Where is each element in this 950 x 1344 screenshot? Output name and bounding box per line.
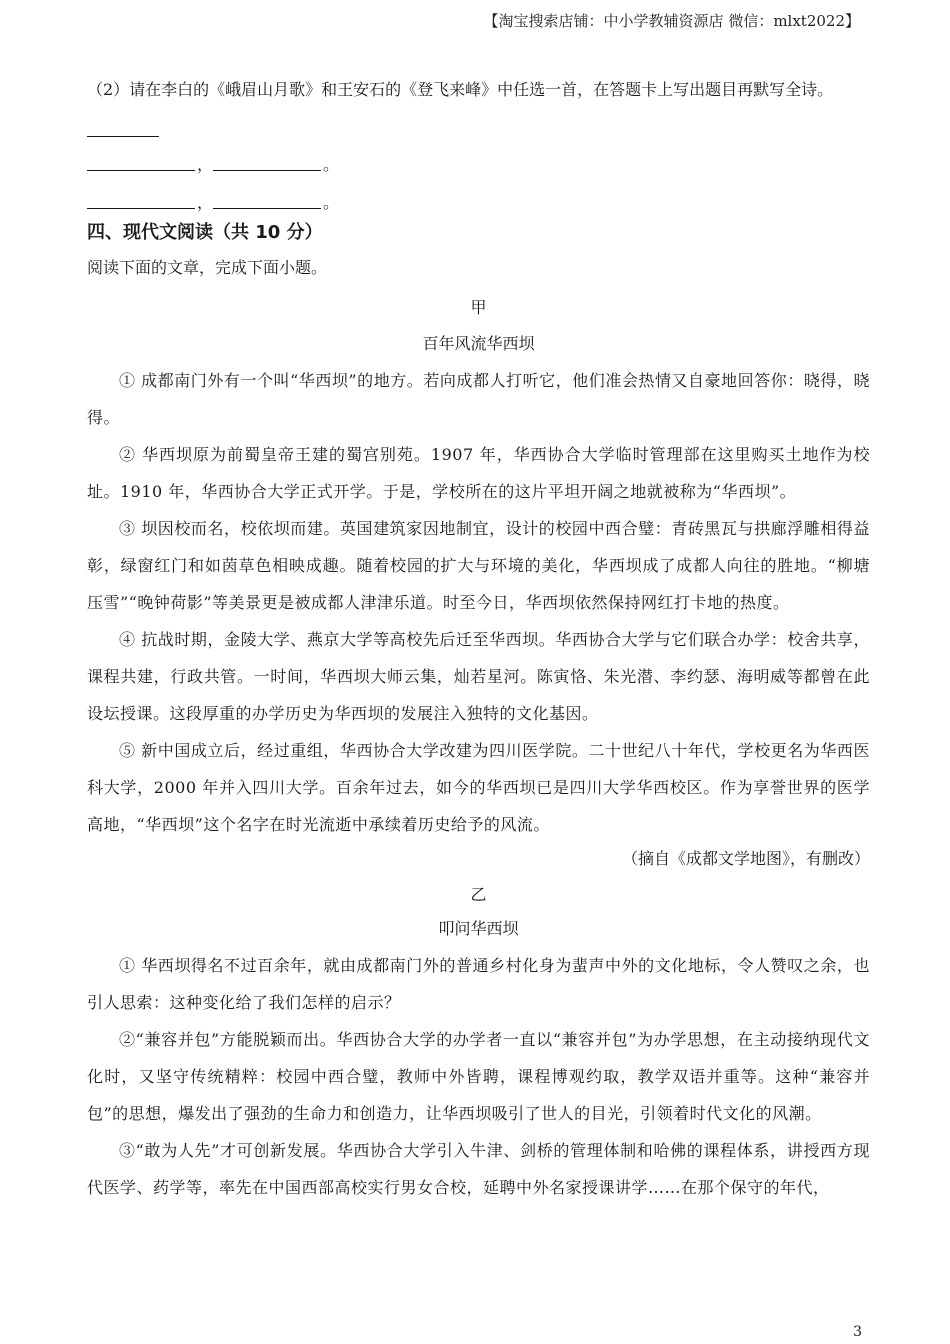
paragraph: ② 华西坝原为前蜀皇帝王建的蜀宫别苑。1907 年，华西协合大学临时管理部在这里购买土地作为校址。1910 年，华西协合大学正式开学。于是，学校所在的这片平坦开阔之地就被称为“华西坝”。 [87, 445, 870, 501]
page-number: 3 [853, 1324, 862, 1340]
paragraph: ⑤ 新中国成立后，经过重组，华西协合大学改建为四川医学院。二十世纪八十年代，学校更名为华西医科大学，2000 年并入四川大学。百余年过去，如今的华西坝已是四川大学华西校区。作为享誉世界的医学高地，“华西坝”这个名字在时光流逝中承续着历史给予的风流。 [87, 741, 870, 834]
article-b-title: 叩问华西坝 [438, 919, 519, 938]
article-a-label: 甲 [470, 298, 487, 317]
article-a-body [87, 362, 870, 843]
period: 。 [323, 193, 340, 212]
answer-line-title [87, 102, 870, 140]
paragraph: ④ 抗战时期，金陵大学、燕京大学等高校先后迁至华西坝。华西协合大学与它们联合办学：校舍共享，课程共建，行政共管。一时间，华西坝大师云集，灿若星河。陈寅恪、朱光潜、李约瑟、海明威等都曾在此设坛授课。这段厚重的办学历史为华西坝的发展注入独特的文化基因。 [87, 630, 870, 723]
document-body [87, 78, 870, 1206]
period: 。 [323, 155, 340, 174]
answer-line-1 [87, 140, 870, 178]
answer-line-2 [87, 178, 870, 216]
paragraph: ① 成都南门外有一个叫“华西坝”的地方。若向成都人打听它，他们准会热情又自豪地回答你：晓得，晓得。 [87, 371, 870, 427]
comma: ， [197, 155, 214, 174]
article-a-title: 百年风流华西坝 [422, 334, 535, 353]
article-a-source: （摘自《成都文学地图》，有删改） [621, 849, 870, 868]
paragraph: ③“敢为人先”才可创新发展。华西协合大学引入牛津、剑桥的管理体制和哈佛的课程体系，讲授西方现代医学、药学等，率先在中国西部高校实行男女合校，延聘中外名家授课讲学……在那个保守的年代， [87, 1141, 870, 1197]
header-note: 【淘宝搜索店铺：中小学教辅资源店 微信：mlxt2022】 [483, 12, 860, 30]
section-instruction: 阅读下面的文章，完成下面小题。 [87, 258, 328, 277]
paragraph: ① 华西坝得名不过百余年，就由成都南门外的普通乡村化身为蜚声中外的文化地标，令人赞叹之余，也引人思索：这种变化给了我们怎样的启示？ [87, 956, 870, 1012]
question-2: （2）请在李白的《峨眉山月歌》和王安石的《登飞来峰》中任选一首，在答题卡上写出题目再默写全诗。 [87, 80, 834, 99]
paragraph: ③ 坝因校而名，校依坝而建。英国建筑家因地制宜，设计的校园中西合璧：青砖黑瓦与拱廊浮雕相得益彰，绿窗红门和如茵草色相映成趣。随着校园的扩大与环境的美化，华西坝成了成都人向往的胜地。“柳塘压雪”“晚钟荷影”等美景更是被成都人津津乐道。时至今日，华西坝依然保持网红打卡地的热度。 [87, 519, 870, 612]
comma: ， [197, 193, 214, 212]
section-heading: 四、现代文阅读（共 10 分） [87, 222, 323, 243]
article-b-body [87, 947, 870, 1206]
paragraph: ②“兼容并包”方能脱颖而出。华西协合大学的办学者一直以“兼容并包”为办学思想，在主动接纳现代文化时，又坚守传统精粹：校园中西合璧，教师中外皆聘，课程博观约取，教学双语并重等。这种“兼容并包”的思想，爆发出了强劲的生命力和创造力，让华西坝吸引了世人的目光，引领着时代文化的风潮。 [87, 1030, 870, 1123]
article-b-label: 乙 [470, 885, 487, 904]
